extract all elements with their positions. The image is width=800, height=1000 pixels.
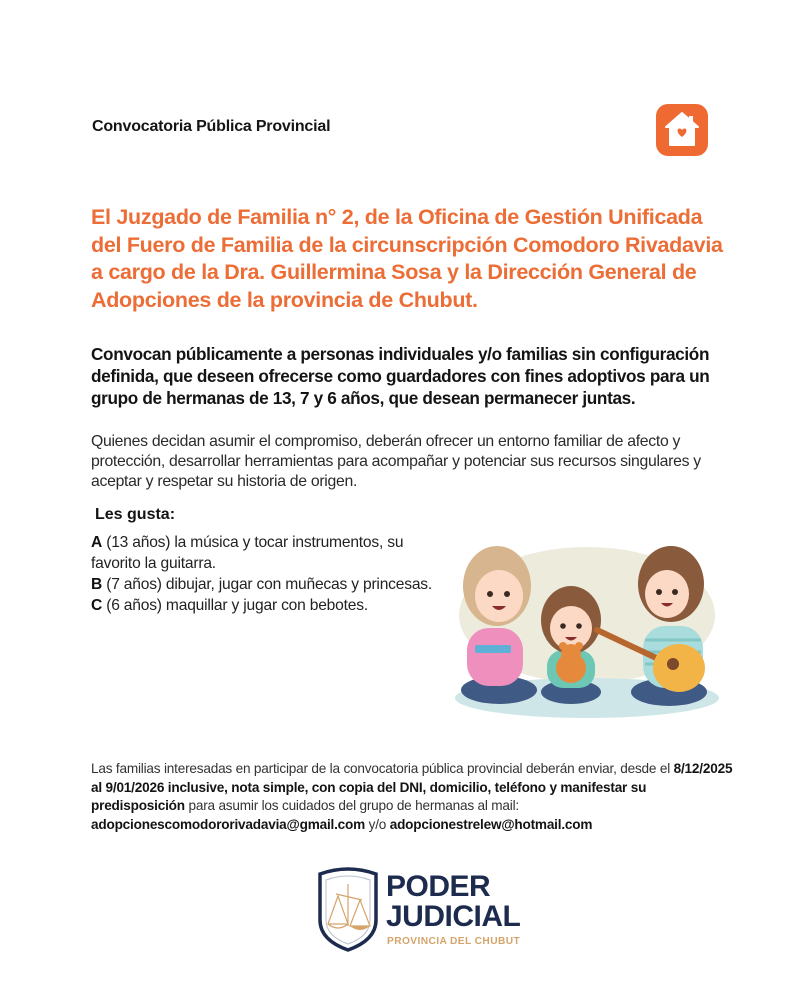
- likes-item-c: [91, 595, 451, 616]
- likes-title: Les gusta:: [95, 506, 176, 523]
- likes-item-b: [91, 574, 451, 595]
- likes-item-letter: B: [91, 576, 103, 593]
- logo-word-poder: PODER: [386, 870, 491, 903]
- page-header-title: Convocatoria Pública Provincial: [92, 118, 331, 135]
- email-link-trelew[interactable]: adopcionestrelew@hotmail.com: [389, 816, 593, 832]
- logo-subtitle: PROVINCIA DEL CHUBUT: [387, 936, 521, 947]
- announcement-heading: El Juzgado de Familia n° 2, de la Oficina de Gestión Unificada del Fuero de Familia de la circunscripción Comodoro Rivadavia a cargo de la Dra. Guillermina Sosa y la Dirección General de Adopciones de la provincia de Chubut.: [91, 205, 723, 312]
- likes-item-text: (13 años) la música y tocar instrumentos, su favorito la guitarra.: [91, 534, 404, 572]
- scales-shield-icon: [316, 866, 380, 952]
- footer-text-2: para asumir los cuidados del grupo de hermanas al mail:: [184, 798, 520, 813]
- likes-item-text: (6 años) maquillar y jugar con bebotes.: [102, 597, 368, 614]
- likes-item-letter: A: [91, 534, 103, 551]
- logo-word-judicial: JUDICIAL: [386, 900, 521, 933]
- footer-dates-requirements: 8/12/2025 al 9/01/2026 inclusive, nota simple, con copia del DNI, domicilio, teléfono y manifestar su predisposición: [91, 761, 733, 813]
- likes-item-letter: C: [91, 597, 103, 614]
- instructions-footer: [91, 760, 741, 834]
- footer-separator: y/o: [365, 816, 390, 832]
- likes-item-text: (7 años) dibujar, jugar con muñecas y princesas.: [102, 576, 433, 593]
- call-summary: Convocan públicamente a personas individuales y/o familias sin configuración definida, que deseen ofrecerse como guardadores con fines adoptivos para un grupo de hermanas de 13, 7 y 6 años, que desean permanecer juntas.: [91, 344, 710, 408]
- requirements-paragraph: Quienes decidan asumir el compromiso, deberán ofrecer un entorno familiar de afecto y protección, desarrollar herramientas para acompañar y potenciar sus recursos singulares y aceptar y respetar su historia de origen.: [91, 433, 701, 490]
- likes-item-a: [91, 532, 451, 574]
- poder-judicial-logo: [316, 866, 536, 956]
- sisters-illustration: [447, 540, 727, 720]
- footer-text-1: Las familias interesadas en participar de la convocatoria pública provincial deberán enviar, desde el: [91, 761, 674, 776]
- likes-section: [91, 506, 451, 616]
- email-link-comodoro[interactable]: adopcionescomodororivadavia@gmail.com: [91, 816, 366, 832]
- house-heart-icon: [656, 104, 708, 156]
